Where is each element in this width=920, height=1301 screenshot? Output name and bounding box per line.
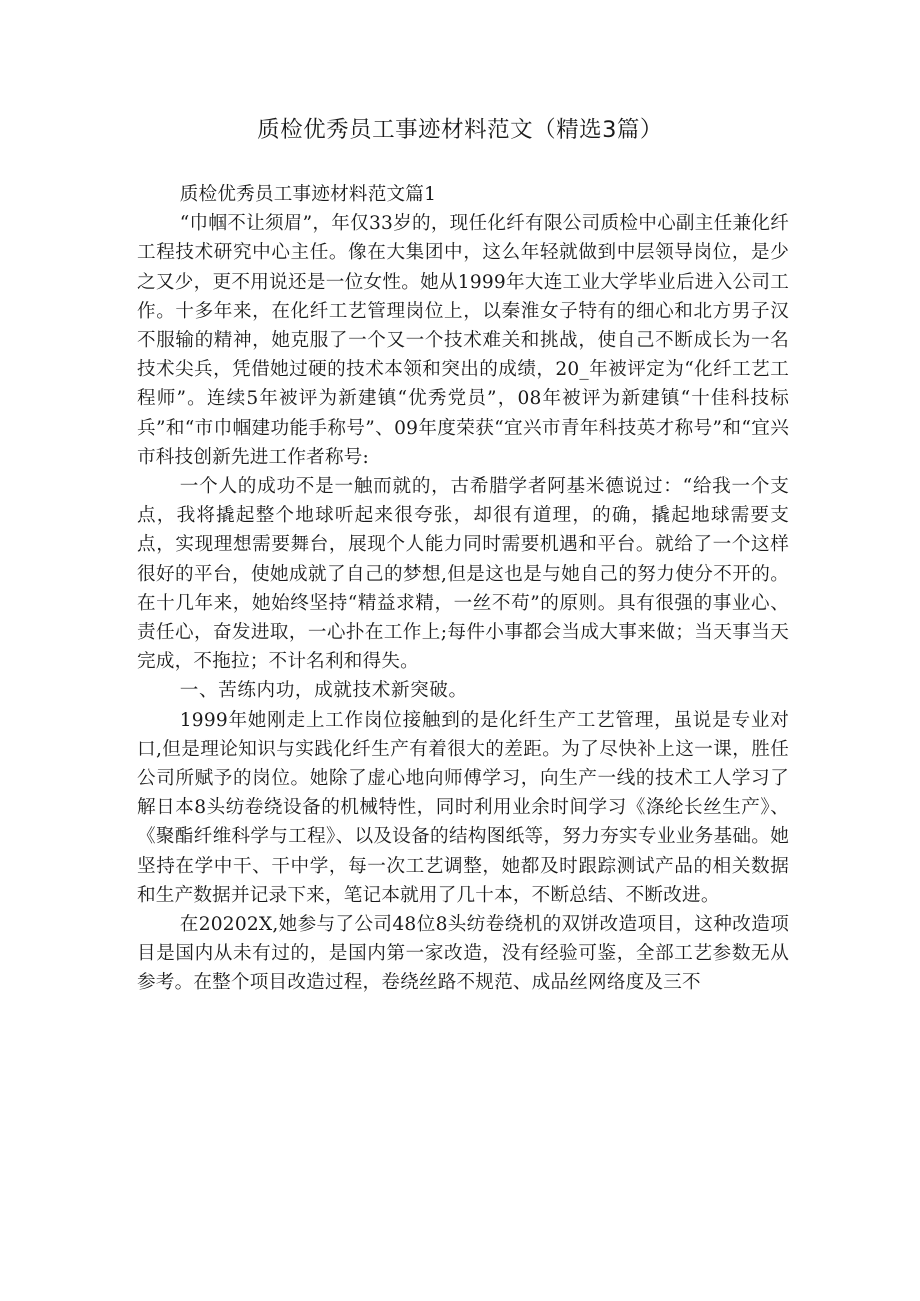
- subheading: 一、苦练内功，成就技术新突破。: [179, 680, 468, 702]
- document-title: 质检优秀员工事迹材料范文（精选3篇）: [257, 117, 663, 143]
- section-heading: 质检优秀员工事迹材料范文篇1: [179, 184, 437, 205]
- paragraph: “巾帼不让须眉”，年仅33岁的，现任化纤有限公司质检中心副主任兼化纤工程技术研究中心主任。像在大集团中，这么年轻就做到中层领导岗位，是少之又少，更不用说还是一位女性。她从1999年大连工业大学毕业后进入公司工作。十多年来，在化纤工艺管理岗位上，以秦淮女子特有的细心和北方男子汉不服输的精神，她克服了一个又一个技术难关和挑战，使自己不断成长为一名技术尖兵，凭借她过硬的技术本领和突出的成绩，20_年被评定为“化纤工艺工程师”。连续5年被评为新建镇“优秀党员”，08年被评为新建镇“十佳科技标兵”和“市巾帼建功能手称号”、09年度荣获“宜兴市青年科技英才称号”和“宜兴市科技创新先进工作者称号:: [137, 213, 789, 468]
- paragraph: 一个人的成功不是一触而就的，古希腊学者阿基米德说过：“给我一个支点，我将撬起整个地球听起来很夸张，却很有道理，的确，撬起地球需要支点，实现理想需要舞台，展现个人能力同时需要机遇和平台。就给了一个这样很好的平台，使她成就了自己的梦想,但是这也是与她自己的努力使分不开的。在十几年来，她始终坚持“精益求精，一丝不苟”的原则。具有很强的事业心、责任心，奋发进取，一心扑在工作上;每件小事都会当成大事来做；当天事当天完成，不拖拉；不计名利和得失。: [137, 476, 789, 673]
- paragraph: 在20202X,她参与了公司48位8头纺卷绕机的双饼改造项目，这种改造项目是国内从未有过的，是国内第一家改造，没有经验可鉴，全部工艺参数无从参考。在整个项目改造过程，卷绕丝路不规范、成品丝网络度及三不: [137, 914, 789, 994]
- document-body: [137, 180, 789, 998]
- paragraph: 1999年她刚走上工作岗位接触到的是化纤生产工艺管理，虽说是专业对口,但是理论知识与实践化纤生产有着很大的差距。为了尽快补上这一课，胜任公司所赋予的岗位。她除了虚心地向师傅学习，向生产一线的技术工人学习了解日本8头纺卷绕设备的机械特性，同时利用业余时间学习《涤纶长丝生产》、《聚酯纤维科学与工程》、以及设备的结构图纸等，努力夯实专业业务基础。她坚持在学中干、干中学，每一次工艺调整，她都及时跟踪测试产品的相关数据和生产数据并记录下来，笔记本就用了几十本，不断总结、不断改进。: [137, 709, 789, 906]
